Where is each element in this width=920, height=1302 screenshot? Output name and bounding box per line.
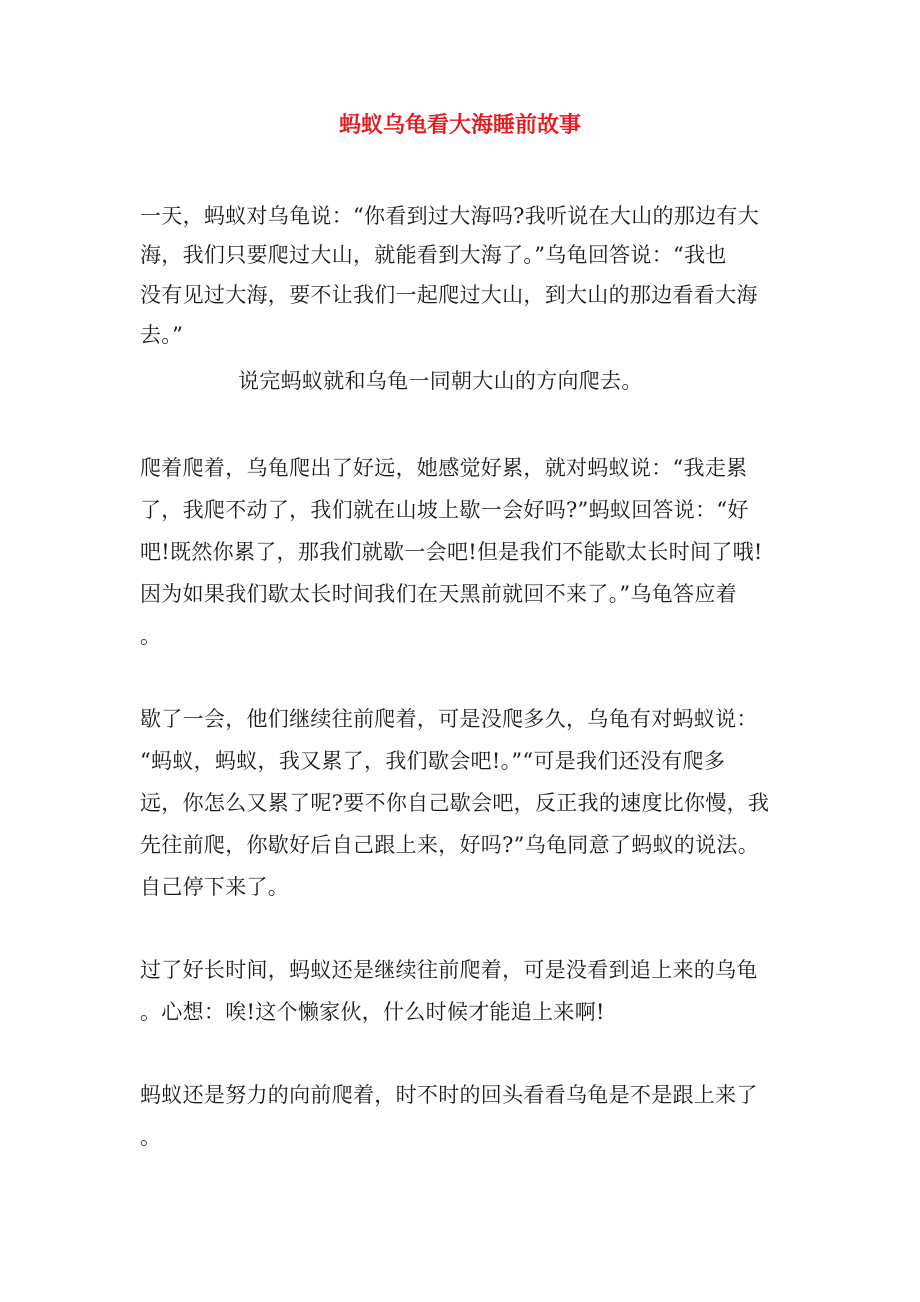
paragraph-2-line-5: 。 <box>140 624 162 648</box>
paragraph-4-line-1: 过了好长时间，蚂蚁还是继续往前爬着，可是没看到追上来的乌龟 <box>140 958 758 982</box>
paragraph-5-line-1: 蚂蚁还是努力的向前爬着，时不时的回头看看乌龟是不是跟上来了 <box>140 1083 758 1107</box>
paragraph-3-line-3: 远，你怎么又累了呢?要不你自己歇会吧，反正我的速度比你慢，我 <box>140 791 770 815</box>
paragraph-1-line-5: 说完蚂蚁就和乌龟一同朝大山的方向爬去。 <box>238 369 643 393</box>
paragraph-1-line-3: 没有见过大海，要不让我们一起爬过大山，到大山的那边看看大海 <box>140 283 758 307</box>
paragraph-3-line-4: 先往前爬，你歇好后自己跟上来，好吗?”乌龟同意了蚂蚁的说法。 <box>140 833 759 857</box>
paragraph-3-line-5: 自己停下来了。 <box>140 875 290 899</box>
paragraph-3-line-2: “蚂蚁，蚂蚁，我又累了，我们歇会吧!。”“可是我们还没有爬多 <box>140 749 726 773</box>
paragraph-2-line-4: 因为如果我们歇太长时间我们在天黑前就回不来了。”乌龟答应着 <box>140 582 737 606</box>
paragraph-2-line-3: 吧!既然你累了，那我们就歇一会吧!但是我们不能歇太长时间了哦! <box>140 540 763 564</box>
document-title: 蚂蚁乌龟看大海睡前故事 <box>338 113 581 138</box>
paragraph-1-line-1: 一天，蚂蚁对乌龟说：“你看到过大海吗?我听说在大山的那边有大 <box>140 204 759 228</box>
paragraph-3-line-1: 歇了一会，他们继续往前爬着，可是没爬多久，乌龟有对蚂蚁说： <box>140 707 758 731</box>
paragraph-2-line-2: 了，我爬不动了，我们就在山坡上歇一会好吗?”蚂蚁回答说：“好 <box>140 498 749 522</box>
paragraph-5-line-2: 。 <box>140 1125 162 1149</box>
paragraph-4-line-2: 。心想：唉!这个懒家伙，什么时候才能追上来啊! <box>140 1000 605 1024</box>
paragraph-2-line-1: 爬着爬着，乌龟爬出了好远，她感觉好累，就对蚂蚁说：“我走累 <box>140 456 748 480</box>
paragraph-1-line-2: 海，我们只要爬过大山，就能看到大海了。”乌龟回答说：“我也 <box>140 243 727 267</box>
paragraph-1-line-4: 去。” <box>140 323 184 347</box>
